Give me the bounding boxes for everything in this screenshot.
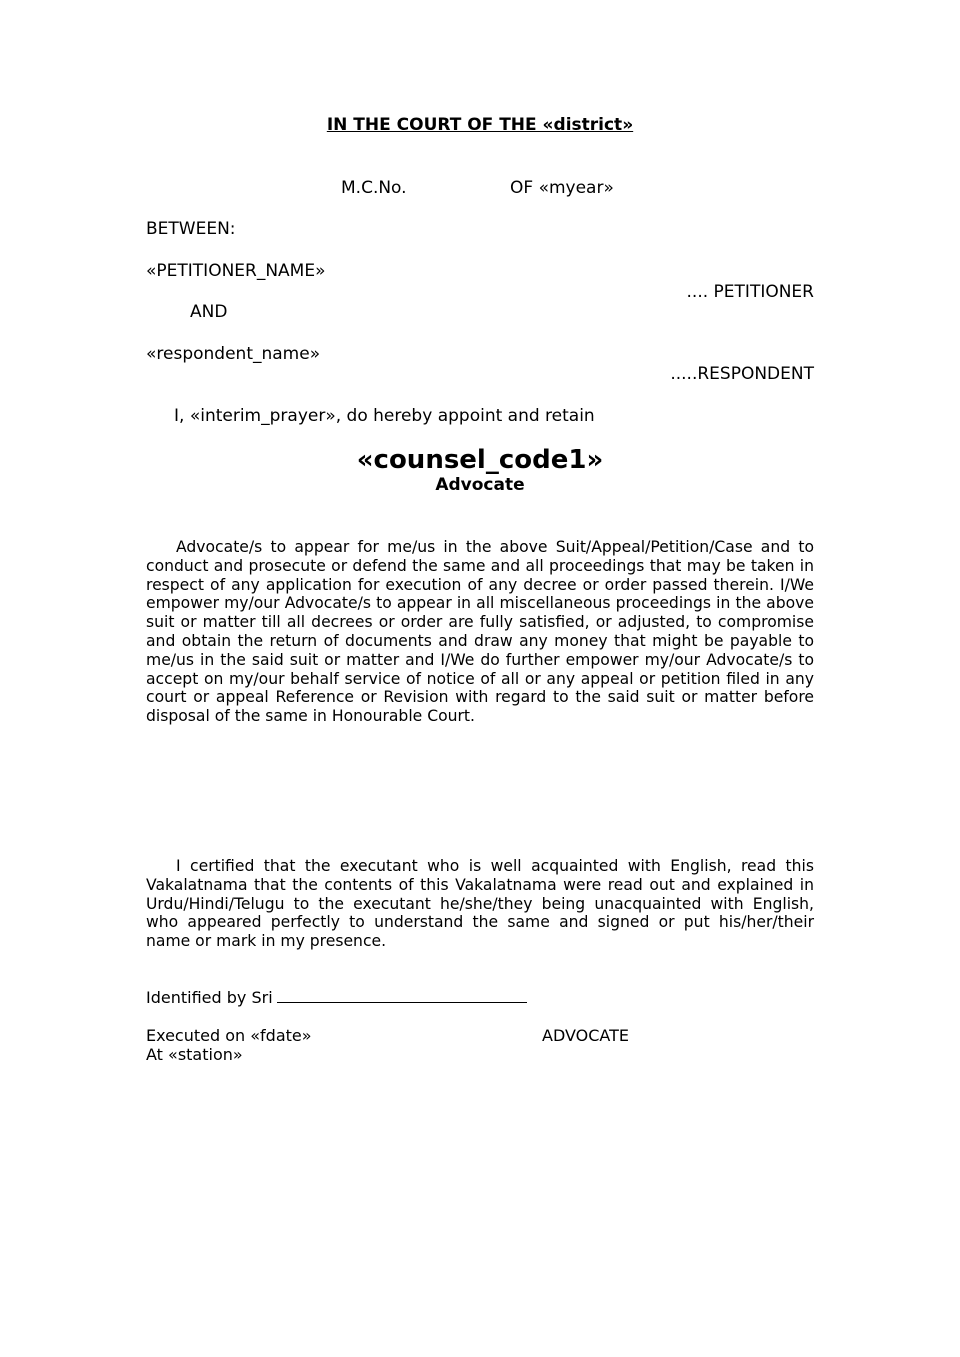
signature-line <box>277 988 527 1003</box>
respondent-name: «respondent_name» <box>146 344 321 364</box>
and-label: AND <box>190 302 228 322</box>
appointment-line: I, «interim_prayer», do hereby appoint and retain <box>174 406 595 426</box>
document-title: IN THE COURT OF THE «district» <box>326 115 634 135</box>
advocate-signature-label: ADVOCATE <box>542 1026 629 1045</box>
identified-by-label: Identified by Sri <box>146 988 273 1007</box>
case-year-label: OF «myear» <box>510 178 614 198</box>
advocate-role: Advocate <box>435 475 525 495</box>
certification-paragraph: I certified that the executant who is well acquainted with English, read this Vakalatnama that the contents of this Vakalatnama were read out and explained in Urdu/Hindi/Telugu to the executant he/she/they being unacquainted with English, who appeared perfectly to understand the same and signed or put his/her/their name or mark in my presence. <box>146 857 814 951</box>
counsel-name: «counsel_code1» <box>356 445 604 475</box>
between-label: BETWEEN: <box>146 219 236 239</box>
respondent-label: .....RESPONDENT <box>670 364 814 384</box>
petitioner-name: «PETITIONER_NAME» <box>146 261 326 281</box>
case-number-label: M.C.No. <box>341 178 407 198</box>
executed-on: Executed on «fdate» <box>146 1026 312 1045</box>
identified-by-row <box>146 988 527 1007</box>
station: At «station» <box>146 1045 243 1064</box>
authority-paragraph: Advocate/s to appear for me/us in the above Suit/Appeal/Petition/Case and to conduct and prosecute or defend the same and all proceedings that may be taken in respect of any application for execution of any decree or order passed therein. I/We empower my/our Advocate/s to appear in all miscellaneous proceedings in the above suit or matter till all decrees or order are fully satisfied, or adjusted, to compromise and obtain the return of documents and draw any money that might be payable to me/us in the said suit or matter and I/We do further empower my/our Advocate/s to accept on my/our behalf service of notice of all or any appeal or petition filed in any court or appeal Reference or Revision with regard to the said suit or matter before disposal of the same in Honourable Court. <box>146 538 814 726</box>
petitioner-label: .... PETITIONER <box>686 282 814 302</box>
